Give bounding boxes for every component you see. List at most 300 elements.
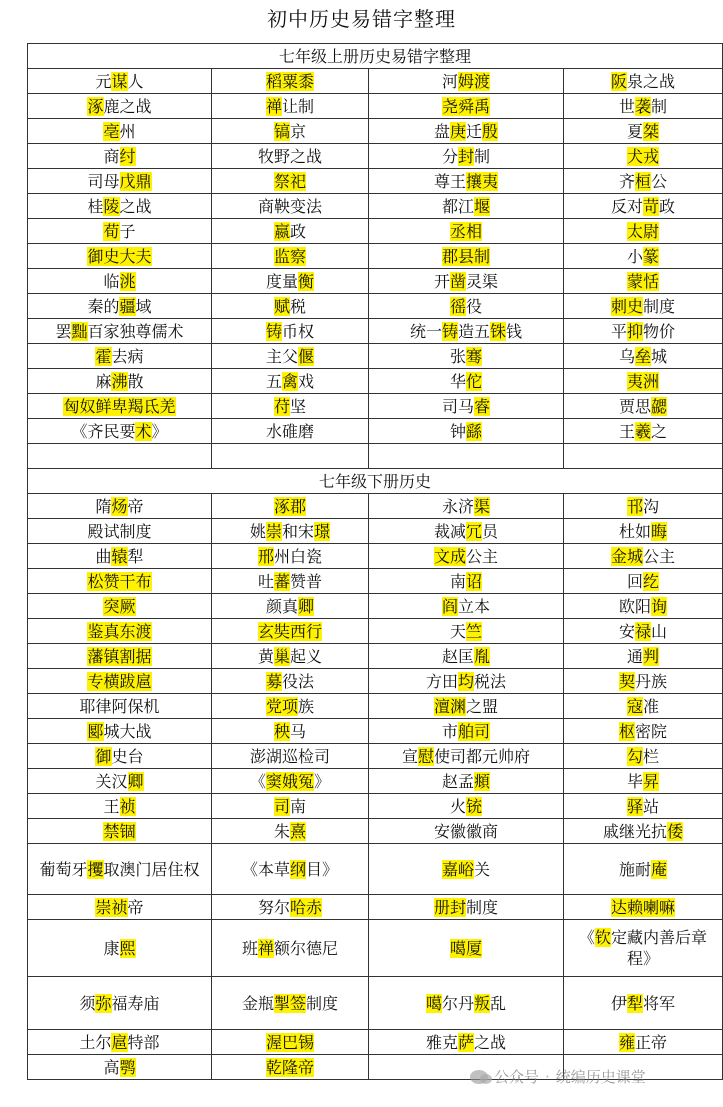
table-cell	[564, 269, 723, 294]
table-cell	[369, 419, 564, 444]
highlighted-text: 赋	[273, 296, 290, 316]
table-cell	[369, 569, 564, 594]
cell-text: 准	[643, 696, 660, 716]
cell-text: 努尔	[257, 897, 290, 917]
highlighted-text: 亳	[103, 121, 120, 141]
highlighted-text: 铳	[466, 796, 483, 816]
cell-text: 关	[474, 859, 491, 879]
highlighted-text: 骞	[466, 346, 483, 366]
cell-text: 姚	[249, 521, 266, 541]
cell-text: 王	[103, 796, 120, 816]
cell-text: 税法	[474, 671, 507, 691]
table-cell	[369, 977, 564, 1030]
cell-text: 物价	[643, 321, 676, 341]
table-cell	[212, 644, 369, 669]
cell-text: 之战	[119, 196, 152, 216]
table-cell	[212, 1055, 369, 1080]
cell-text: 华	[449, 371, 466, 391]
cell-text: 役法	[282, 671, 315, 691]
table-cell	[369, 1030, 564, 1055]
highlighted-text: 姆渡	[458, 71, 491, 91]
highlighted-text: 荀	[103, 221, 120, 241]
highlighted-text: 庚	[449, 121, 466, 141]
cell-text: 赞普	[290, 571, 323, 591]
table-cell	[369, 819, 564, 844]
table-cell	[564, 895, 723, 920]
highlighted-text: 郾	[87, 721, 104, 741]
highlighted-text: 司	[273, 796, 290, 816]
table-row	[28, 244, 723, 269]
highlighted-text: 偃	[298, 346, 315, 366]
highlighted-text: 术	[135, 421, 152, 441]
cell-text: 《	[249, 771, 266, 791]
highlighted-text: 夷洲	[627, 371, 660, 391]
highlighted-text: 蒙恬	[627, 271, 660, 291]
cell-text: 帝	[127, 897, 144, 917]
table-cell	[28, 519, 212, 544]
table-row	[28, 619, 723, 644]
table-row	[28, 169, 723, 194]
cell-text: 员	[482, 521, 499, 541]
table-row	[28, 977, 723, 1030]
highlighted-text: 册封	[433, 897, 466, 917]
watermark-account: 统编历史课堂	[555, 1068, 646, 1086]
table-cell	[28, 844, 212, 895]
cell-text: 伊	[610, 993, 627, 1013]
highlighted-text: 舶司	[458, 721, 491, 741]
cell-text: 《本草	[241, 859, 290, 879]
highlighted-text: 頫	[474, 771, 491, 791]
cell-text: 帝	[127, 496, 144, 516]
highlighted-text: 诏	[466, 571, 483, 591]
table-cell	[28, 719, 212, 744]
highlighted-text: 渠	[474, 496, 491, 516]
cell-text: 牧野之战	[257, 146, 322, 166]
table-cell	[564, 744, 723, 769]
highlighted-text: 募	[265, 671, 282, 691]
table-cell	[369, 369, 564, 394]
table-cell	[212, 844, 369, 895]
highlighted-text: 卿	[298, 596, 315, 616]
table-cell	[212, 619, 369, 644]
table-cell	[369, 619, 564, 644]
table-cell	[369, 544, 564, 569]
table-cell	[564, 769, 723, 794]
cell-text: 特部	[127, 1032, 160, 1052]
table-cell	[212, 219, 369, 244]
cell-text: 公主	[466, 546, 499, 566]
table-cell	[564, 669, 723, 694]
table-cell	[28, 369, 212, 394]
table-row	[28, 194, 723, 219]
cell-text: 去病	[111, 346, 144, 366]
cell-text: 族	[298, 696, 315, 716]
highlighted-text: 询	[651, 596, 668, 616]
table-cell	[212, 444, 369, 469]
highlighted-text: 钦	[595, 928, 612, 947]
highlighted-text: 桀	[643, 121, 660, 141]
cell-text: 小	[626, 246, 643, 266]
table-cell	[369, 394, 564, 419]
highlighted-text: 萨	[457, 1032, 474, 1052]
table-row	[28, 544, 723, 569]
cell-text: 马	[290, 721, 307, 741]
cell-text: 赵匡	[441, 646, 474, 666]
table-cell	[369, 519, 564, 544]
cell-text: 钱	[506, 321, 523, 341]
cell-text: 司母	[87, 171, 120, 191]
highlighted-text: 寇	[626, 696, 643, 716]
cell-text: 康	[103, 938, 120, 958]
table-cell	[564, 494, 723, 519]
table-cell	[564, 594, 723, 619]
table-cell	[369, 244, 564, 269]
cell-text: 黄	[257, 646, 274, 666]
highlighted-text: 契	[618, 671, 635, 691]
cell-text: 币权	[282, 321, 315, 341]
cell-text: 》	[314, 771, 331, 791]
cell-text: 南	[449, 571, 466, 591]
highlighted-text: 均	[457, 671, 474, 691]
table-cell	[28, 644, 212, 669]
cell-text: 尊王	[433, 171, 466, 191]
highlighted-text: 嘉峪	[441, 859, 474, 879]
highlighted-text: 刺史	[610, 296, 643, 316]
highlighted-text: 璟	[314, 521, 331, 541]
highlighted-text: 达赖喇嘛	[611, 897, 676, 917]
highlighted-text: 犁	[627, 993, 644, 1013]
table-cell	[212, 244, 369, 269]
cell-text: 人	[127, 71, 144, 91]
cell-text: 丹族	[635, 671, 668, 691]
highlighted-text: 胤	[474, 646, 491, 666]
table-cell	[28, 1055, 212, 1080]
table-cell	[564, 694, 723, 719]
table-row	[28, 269, 723, 294]
cell-text: 隋	[95, 496, 112, 516]
highlighted-text: 桓	[635, 171, 652, 191]
highlighted-text: 勰	[651, 396, 668, 416]
cell-text: 税	[290, 296, 307, 316]
cell-text: 麻	[95, 371, 112, 391]
table-cell	[369, 644, 564, 669]
table-cell	[564, 444, 723, 469]
highlighted-text: 倭	[667, 821, 684, 841]
cell-text: 《齐民要	[71, 421, 136, 441]
table-cell	[564, 169, 723, 194]
table-cell	[28, 344, 212, 369]
table-cell	[564, 819, 723, 844]
highlighted-text: 犬戎	[627, 146, 660, 166]
table-cell	[369, 694, 564, 719]
table-cell	[212, 269, 369, 294]
highlighted-text: 佗	[466, 371, 483, 391]
cell-text: 城	[651, 346, 668, 366]
cell-text: 京	[290, 121, 307, 141]
cell-text: 市	[441, 721, 458, 741]
cell-text: 杜如	[618, 521, 651, 541]
cell-text: 土尔	[79, 1032, 112, 1052]
table-cell	[212, 569, 369, 594]
highlighted-text: 封	[457, 146, 474, 166]
cell-text: 五	[265, 371, 282, 391]
highlighted-text: 稻粟黍	[265, 71, 314, 91]
cell-text: 须	[79, 993, 96, 1013]
cell-text: 造五	[457, 321, 490, 341]
cell-text: 密院	[635, 721, 668, 741]
highlighted-text: 熹	[290, 821, 307, 841]
highlighted-text: 熙	[119, 938, 136, 958]
table-cell	[564, 394, 723, 419]
table-cell	[369, 594, 564, 619]
table-cell	[28, 394, 212, 419]
table-cell	[28, 569, 212, 594]
highlighted-text: 阎	[441, 596, 458, 616]
cell-text: 桂	[87, 196, 104, 216]
table-cell	[564, 319, 723, 344]
highlighted-text: 崇祯	[95, 897, 128, 917]
highlighted-text: 噶	[425, 993, 442, 1013]
table-cell	[564, 194, 723, 219]
cell-text: 澎湖巡检司	[249, 746, 330, 766]
error-prone-characters-table	[27, 43, 723, 1080]
table-cell	[28, 619, 212, 644]
table-cell	[28, 244, 212, 269]
table-cell	[564, 219, 723, 244]
table-cell	[28, 444, 212, 469]
highlighted-text: 垒	[635, 346, 652, 366]
highlighted-text: 戊鼎	[119, 171, 152, 191]
table-cell	[369, 194, 564, 219]
highlighted-text: 纥	[643, 571, 660, 591]
cell-text: 灵渠	[466, 271, 499, 291]
table-cell	[564, 619, 723, 644]
highlighted-text: 祭祀	[273, 171, 306, 191]
table-row	[28, 794, 723, 819]
table-cell	[212, 369, 369, 394]
highlighted-text: 竺	[466, 621, 483, 641]
highlighted-text: 卿	[127, 771, 144, 791]
table-cell	[212, 344, 369, 369]
highlighted-text: 勾	[626, 746, 643, 766]
highlighted-text: 纣	[119, 146, 136, 166]
highlighted-text: 炀	[111, 496, 128, 516]
table-row	[28, 769, 723, 794]
cell-text: 关汉	[95, 771, 128, 791]
table-cell	[212, 594, 369, 619]
cell-text: 曲	[95, 546, 112, 566]
table-cell	[28, 694, 212, 719]
cell-text: 开	[433, 271, 450, 291]
highlighted-text: 禁锢	[103, 821, 136, 841]
table-cell	[564, 977, 723, 1030]
cell-text: 取澳门居住权	[103, 859, 200, 879]
highlighted-text: 殷	[482, 121, 499, 141]
highlighted-text: 鹗	[119, 1057, 136, 1077]
table-cell	[564, 569, 723, 594]
table-row	[28, 519, 723, 544]
highlighted-text: 铢	[490, 321, 507, 341]
highlighted-text: 昇	[643, 771, 660, 791]
highlighted-text: 黜	[71, 321, 88, 341]
cell-text: 商	[103, 146, 120, 166]
highlighted-text: 镐	[273, 121, 290, 141]
table-cell	[212, 694, 369, 719]
table-row	[28, 895, 723, 920]
cell-text: 永济	[441, 496, 474, 516]
table-cell	[28, 419, 212, 444]
highlighted-text: 禅	[257, 938, 274, 958]
highlighted-text: 窦娥冤	[265, 771, 314, 791]
cell-text: 起义	[290, 646, 323, 666]
cell-text: 贾思	[618, 396, 651, 416]
section-header: 七年级上册历史易错字整理	[28, 44, 723, 69]
table-cell	[564, 344, 723, 369]
table-cell	[564, 1055, 723, 1080]
highlighted-text: 攫	[87, 859, 104, 879]
table-cell	[564, 369, 723, 394]
cell-text: 公	[651, 171, 668, 191]
highlighted-text: 涿	[87, 96, 104, 116]
cell-text: 之盟	[466, 696, 499, 716]
cell-text: 制度	[466, 897, 499, 917]
table-cell	[369, 920, 564, 977]
highlighted-text: 郡县制	[441, 246, 490, 266]
cell-text: 反对	[610, 196, 643, 216]
cell-text: 制度	[643, 296, 676, 316]
highlighted-text: 篆	[643, 246, 660, 266]
cell-text: 欧阳	[618, 596, 651, 616]
table-cell	[564, 794, 723, 819]
table-cell	[28, 744, 212, 769]
table-row	[28, 594, 723, 619]
highlighted-text: 冗	[465, 521, 482, 541]
highlighted-text: 御	[95, 746, 112, 766]
cell-text: 商鞅变法	[257, 196, 322, 216]
cell-text: 罢	[55, 321, 72, 341]
cell-text: 施耐	[618, 859, 651, 879]
highlighted-text: 苛	[643, 196, 660, 216]
highlighted-text: 铸	[265, 321, 282, 341]
table-row	[28, 394, 723, 419]
cell-text: 犁	[127, 546, 144, 566]
cell-text: 尔丹	[441, 993, 474, 1013]
table-row	[28, 694, 723, 719]
table-cell	[369, 319, 564, 344]
table-cell	[28, 594, 212, 619]
highlighted-text: 鉴真东渡	[87, 621, 152, 641]
highlighted-text: 澶渊	[433, 696, 466, 716]
table-cell	[212, 744, 369, 769]
highlighted-text: 沸	[111, 371, 128, 391]
highlighted-text: 涿郡	[273, 496, 306, 516]
table-cell	[28, 194, 212, 219]
table-cell	[212, 394, 369, 419]
table-row	[28, 569, 723, 594]
table-row	[28, 144, 723, 169]
highlighted-text: 蕃	[273, 571, 290, 591]
highlighted-text: 弥	[95, 993, 112, 1013]
highlighted-text: 乾隆帝	[265, 1057, 314, 1077]
table-cell	[28, 895, 212, 920]
cell-text: 州	[119, 121, 136, 141]
table-cell	[369, 69, 564, 94]
highlighted-text: 松赞干布	[87, 571, 152, 591]
table-cell	[212, 819, 369, 844]
highlighted-text: 衡	[298, 271, 315, 291]
cell-text: 站	[643, 796, 660, 816]
table-row	[28, 119, 723, 144]
section-header: 七年级下册历史	[28, 469, 723, 494]
cell-text: 耶律阿保机	[79, 696, 160, 716]
cell-text: 沟	[643, 496, 660, 516]
table-cell	[212, 769, 369, 794]
table-row	[28, 69, 723, 94]
highlighted-text: 堰	[474, 196, 491, 216]
cell-text: 班	[241, 938, 258, 958]
highlighted-text: 哈赤	[290, 897, 323, 917]
highlighted-text: 判	[643, 646, 660, 666]
cell-text: 戏	[298, 371, 315, 391]
table-cell	[369, 219, 564, 244]
section-header-row	[28, 44, 723, 69]
table-cell	[369, 494, 564, 519]
table-cell	[28, 294, 212, 319]
highlighted-text: 雍	[618, 1032, 635, 1052]
table-row	[28, 94, 723, 119]
table-cell	[564, 544, 723, 569]
table-cell	[212, 144, 369, 169]
section-header-row	[28, 469, 723, 494]
cell-text: 河	[441, 71, 458, 91]
table-cell	[28, 1030, 212, 1055]
cell-text: 城大战	[103, 721, 152, 741]
table-cell	[369, 294, 564, 319]
table-row	[28, 219, 723, 244]
highlighted-text: 禅	[265, 96, 282, 116]
highlighted-text: 凿	[449, 271, 466, 291]
highlighted-text: 匈奴鲜卑羯氐羌	[63, 396, 176, 416]
table-cell	[212, 194, 369, 219]
table-cell	[369, 144, 564, 169]
cell-text: 通	[626, 646, 643, 666]
table-cell	[564, 519, 723, 544]
highlighted-text: 疆	[119, 296, 136, 316]
highlighted-text: 枢	[618, 721, 635, 741]
table-cell	[369, 794, 564, 819]
highlighted-text: 尧舜禹	[441, 96, 490, 116]
highlighted-text: 掣签	[273, 993, 306, 1013]
cell-text: 张	[449, 346, 466, 366]
highlighted-text: 禄	[635, 621, 652, 641]
cell-text: 主父	[265, 346, 298, 366]
table-row	[28, 744, 723, 769]
highlighted-text: 藩镇割据	[87, 646, 152, 666]
highlighted-text: 洮	[119, 271, 136, 291]
table-cell	[212, 69, 369, 94]
highlighted-text: 文成	[433, 546, 466, 566]
cell-text: 乱	[490, 993, 507, 1013]
table-cell	[28, 669, 212, 694]
highlighted-text: 繇	[466, 421, 483, 441]
cell-text: 殿试制度	[87, 521, 152, 541]
cell-text: 夏	[626, 121, 643, 141]
cell-text: 州白瓷	[274, 546, 323, 566]
table-row	[28, 719, 723, 744]
cell-text: 之	[651, 421, 668, 441]
table-cell	[28, 769, 212, 794]
page-title: 初中历史易错字整理	[267, 7, 456, 31]
